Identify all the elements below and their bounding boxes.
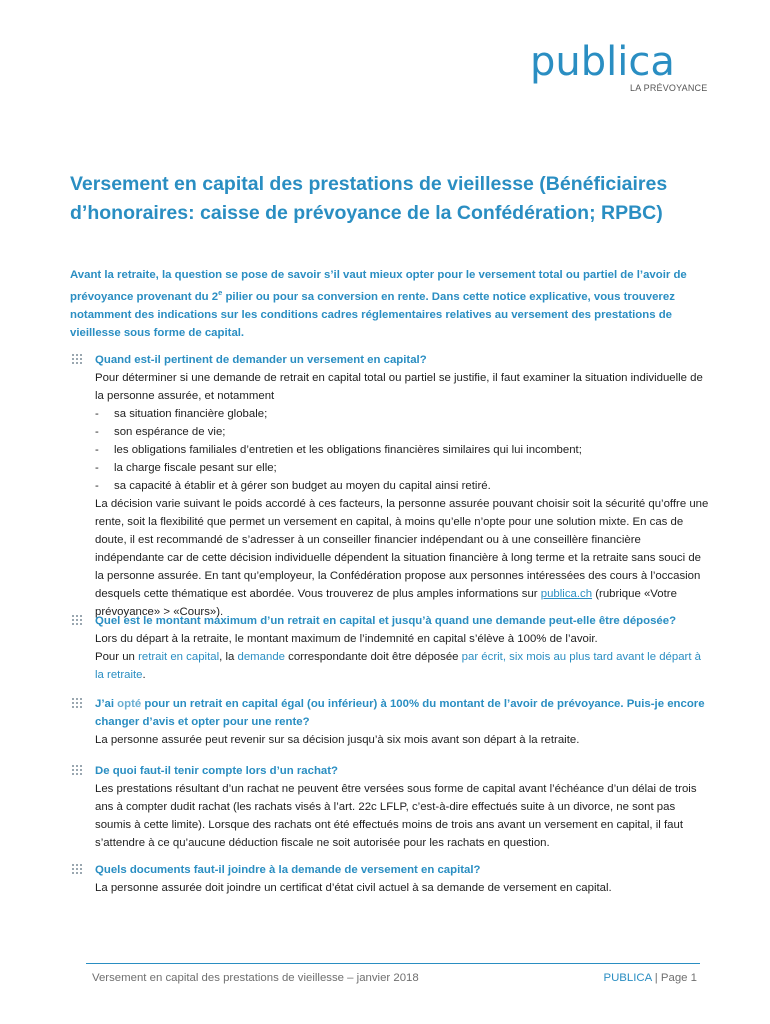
dotted-square-bullet-icon: [72, 765, 82, 775]
publica-logo: [530, 39, 708, 93]
highlight-opted: opté: [117, 698, 142, 710]
text-fragment: correspondante doit être déposée: [284, 651, 462, 663]
section-line: La personne assurée doit joindre un certificat d’état civil actuel à sa demande de versement en capital.: [95, 882, 612, 894]
section-body: [95, 879, 710, 897]
logo-wordmark: publica: [530, 39, 675, 85]
list-item: - sa situation financière globale;: [95, 405, 710, 423]
section-paragraph: [95, 495, 710, 621]
section-documents: [70, 861, 710, 897]
section-question: Quel est le montant maximum d’un retrait en capital et jusqu’à quand une demande peut-elle être déposée?: [95, 615, 677, 627]
footer-document-label: Versement en capital des prestations de vieillesse – janvier 2018: [92, 972, 419, 984]
intro-superscript: e: [218, 288, 223, 297]
highlight-capital-withdrawal: retrait en capital: [138, 651, 220, 663]
text-fragment: pour un retrait en capital égal (ou inférieur) à 100% du montant de l’avoir de prévoyance. Puis-je encore changer d’avis et opter pour une rente?: [95, 698, 705, 728]
intro-paragraph: [70, 266, 710, 342]
paragraph-tail: (rubrique «Votre prévoyance» > «Cours»).: [95, 588, 677, 618]
logo-subtitle: LA PRÉVOYANCE: [630, 83, 708, 93]
intro-text-1: Avant la retraite, la question se pose de savoir s’il vaut mieux opter pour le versement total ou partiel de l’avoir de prévoyance provenant du 2: [70, 269, 687, 303]
section-body: [95, 731, 710, 749]
publica-link[interactable]: publica.ch: [540, 588, 593, 600]
footer-page-info: [603, 972, 697, 984]
dotted-square-bullet-icon: [72, 698, 82, 708]
footer-divider: [86, 963, 700, 964]
text-fragment: Pour un: [95, 651, 139, 663]
section-question: [95, 695, 710, 731]
list-item: - les obligations familiales d’entretien et les obligations financières similaires qui lui incombent;: [95, 441, 710, 459]
list-item: - sa capacité à établir et à gérer son budget au moyen du capital ainsi retiré.: [95, 477, 710, 495]
text-fragment: J’ai: [95, 698, 118, 710]
section-paragraph: Les prestations résultant d’un rachat ne peuvent être versées sous forme de capital avant l’échéance d’un délai de trois ans à compter dudit rachat (les rachats visés à l’art. 22c LFLP, c’est-à-dire effectués suite à un divorce, ne sont pas soumis à cette limite). Lorsque des rachats ont été effectués moins de trois ans avant un versement en capital, il faut s’attendre à ce qu’aucune déduction fiscale ne soit autorisée pour les rachats en question.: [95, 783, 697, 849]
section-when-capital: [70, 351, 710, 621]
text-fragment: .: [142, 669, 146, 681]
dotted-square-bullet-icon: [72, 864, 82, 874]
section-question: Quels documents faut-il joindre à la demande de versement en capital?: [95, 864, 481, 876]
highlight-deadline: par écrit, six mois au plus tard avant le départ à la retraite: [95, 651, 701, 681]
section-body: [95, 630, 710, 684]
section-lead: Pour déterminer si une demande de retrait en capital total ou partiel se justifie, il faut examiner la situation individuelle de la personne assurée, et notamment: [95, 372, 703, 402]
section-body: [95, 369, 710, 621]
section-change-mind: [70, 695, 710, 749]
intro-text-2: pilier ou pour sa conversion en rente. Dans cette notice explicative, vous trouverez notamment des indications sur les conditions cadres réglementaires relatives au versement des prestations de vieillesse sous forme de capital.: [70, 290, 675, 339]
text-fragment: , la: [219, 651, 238, 663]
document-title: Versement en capital des prestations de vieillesse (Bénéficiaires d’honoraires: caisse de prévoyance de la Confédération; RPBC): [70, 173, 668, 224]
paragraph-text: La décision varie suivant le poids accordé à ces facteurs, la personne assurée pouvant choisir soit la sécurité qu’offre une rente, soit la flexibilité que permet un versement en capital, à moins qu’elle n’opte pour une solution mixte. En cas de doute, il est recommandé de s’adresser à un conseiller financier indépendant ou à une conseillère financière indépendante car de cette décision individuelle dépendent la situation financière à long terme et la retraite sans souci de la personne assurée. En tant qu’employeur, la Confédération propose aux personnes intéressées des cours à l’occasion desquels cette thématique est abordée. Vous trouverez de plus amples informations sur: [95, 498, 709, 600]
footer-brand: PUBLICA: [603, 972, 652, 984]
section-line: [95, 648, 710, 684]
section-body: [95, 780, 710, 852]
section-line: Lors du départ à la retraite, le montant maximum de l’indemnité en capital s’élève à 100% de l’avoir.: [95, 633, 598, 645]
factor-list: [95, 405, 710, 495]
highlight-request: demande: [237, 651, 285, 663]
list-item: - son espérance de vie;: [95, 423, 710, 441]
list-item: - la charge fiscale pesant sur elle;: [95, 459, 710, 477]
footer-page-number: Page 1: [660, 972, 697, 984]
section-question: De quoi faut-il tenir compte lors d’un rachat?: [95, 765, 339, 777]
section-max-amount: [70, 612, 710, 684]
section-line: La personne assurée peut revenir sur sa décision jusqu’à six mois avant son départ à la retraite.: [95, 734, 580, 746]
footer-separator: |: [651, 972, 661, 984]
section-buyback: [70, 762, 710, 852]
dotted-square-bullet-icon: [72, 615, 82, 625]
dotted-square-bullet-icon: [72, 354, 82, 364]
section-question: Quand est-il pertinent de demander un versement en capital?: [95, 354, 427, 366]
